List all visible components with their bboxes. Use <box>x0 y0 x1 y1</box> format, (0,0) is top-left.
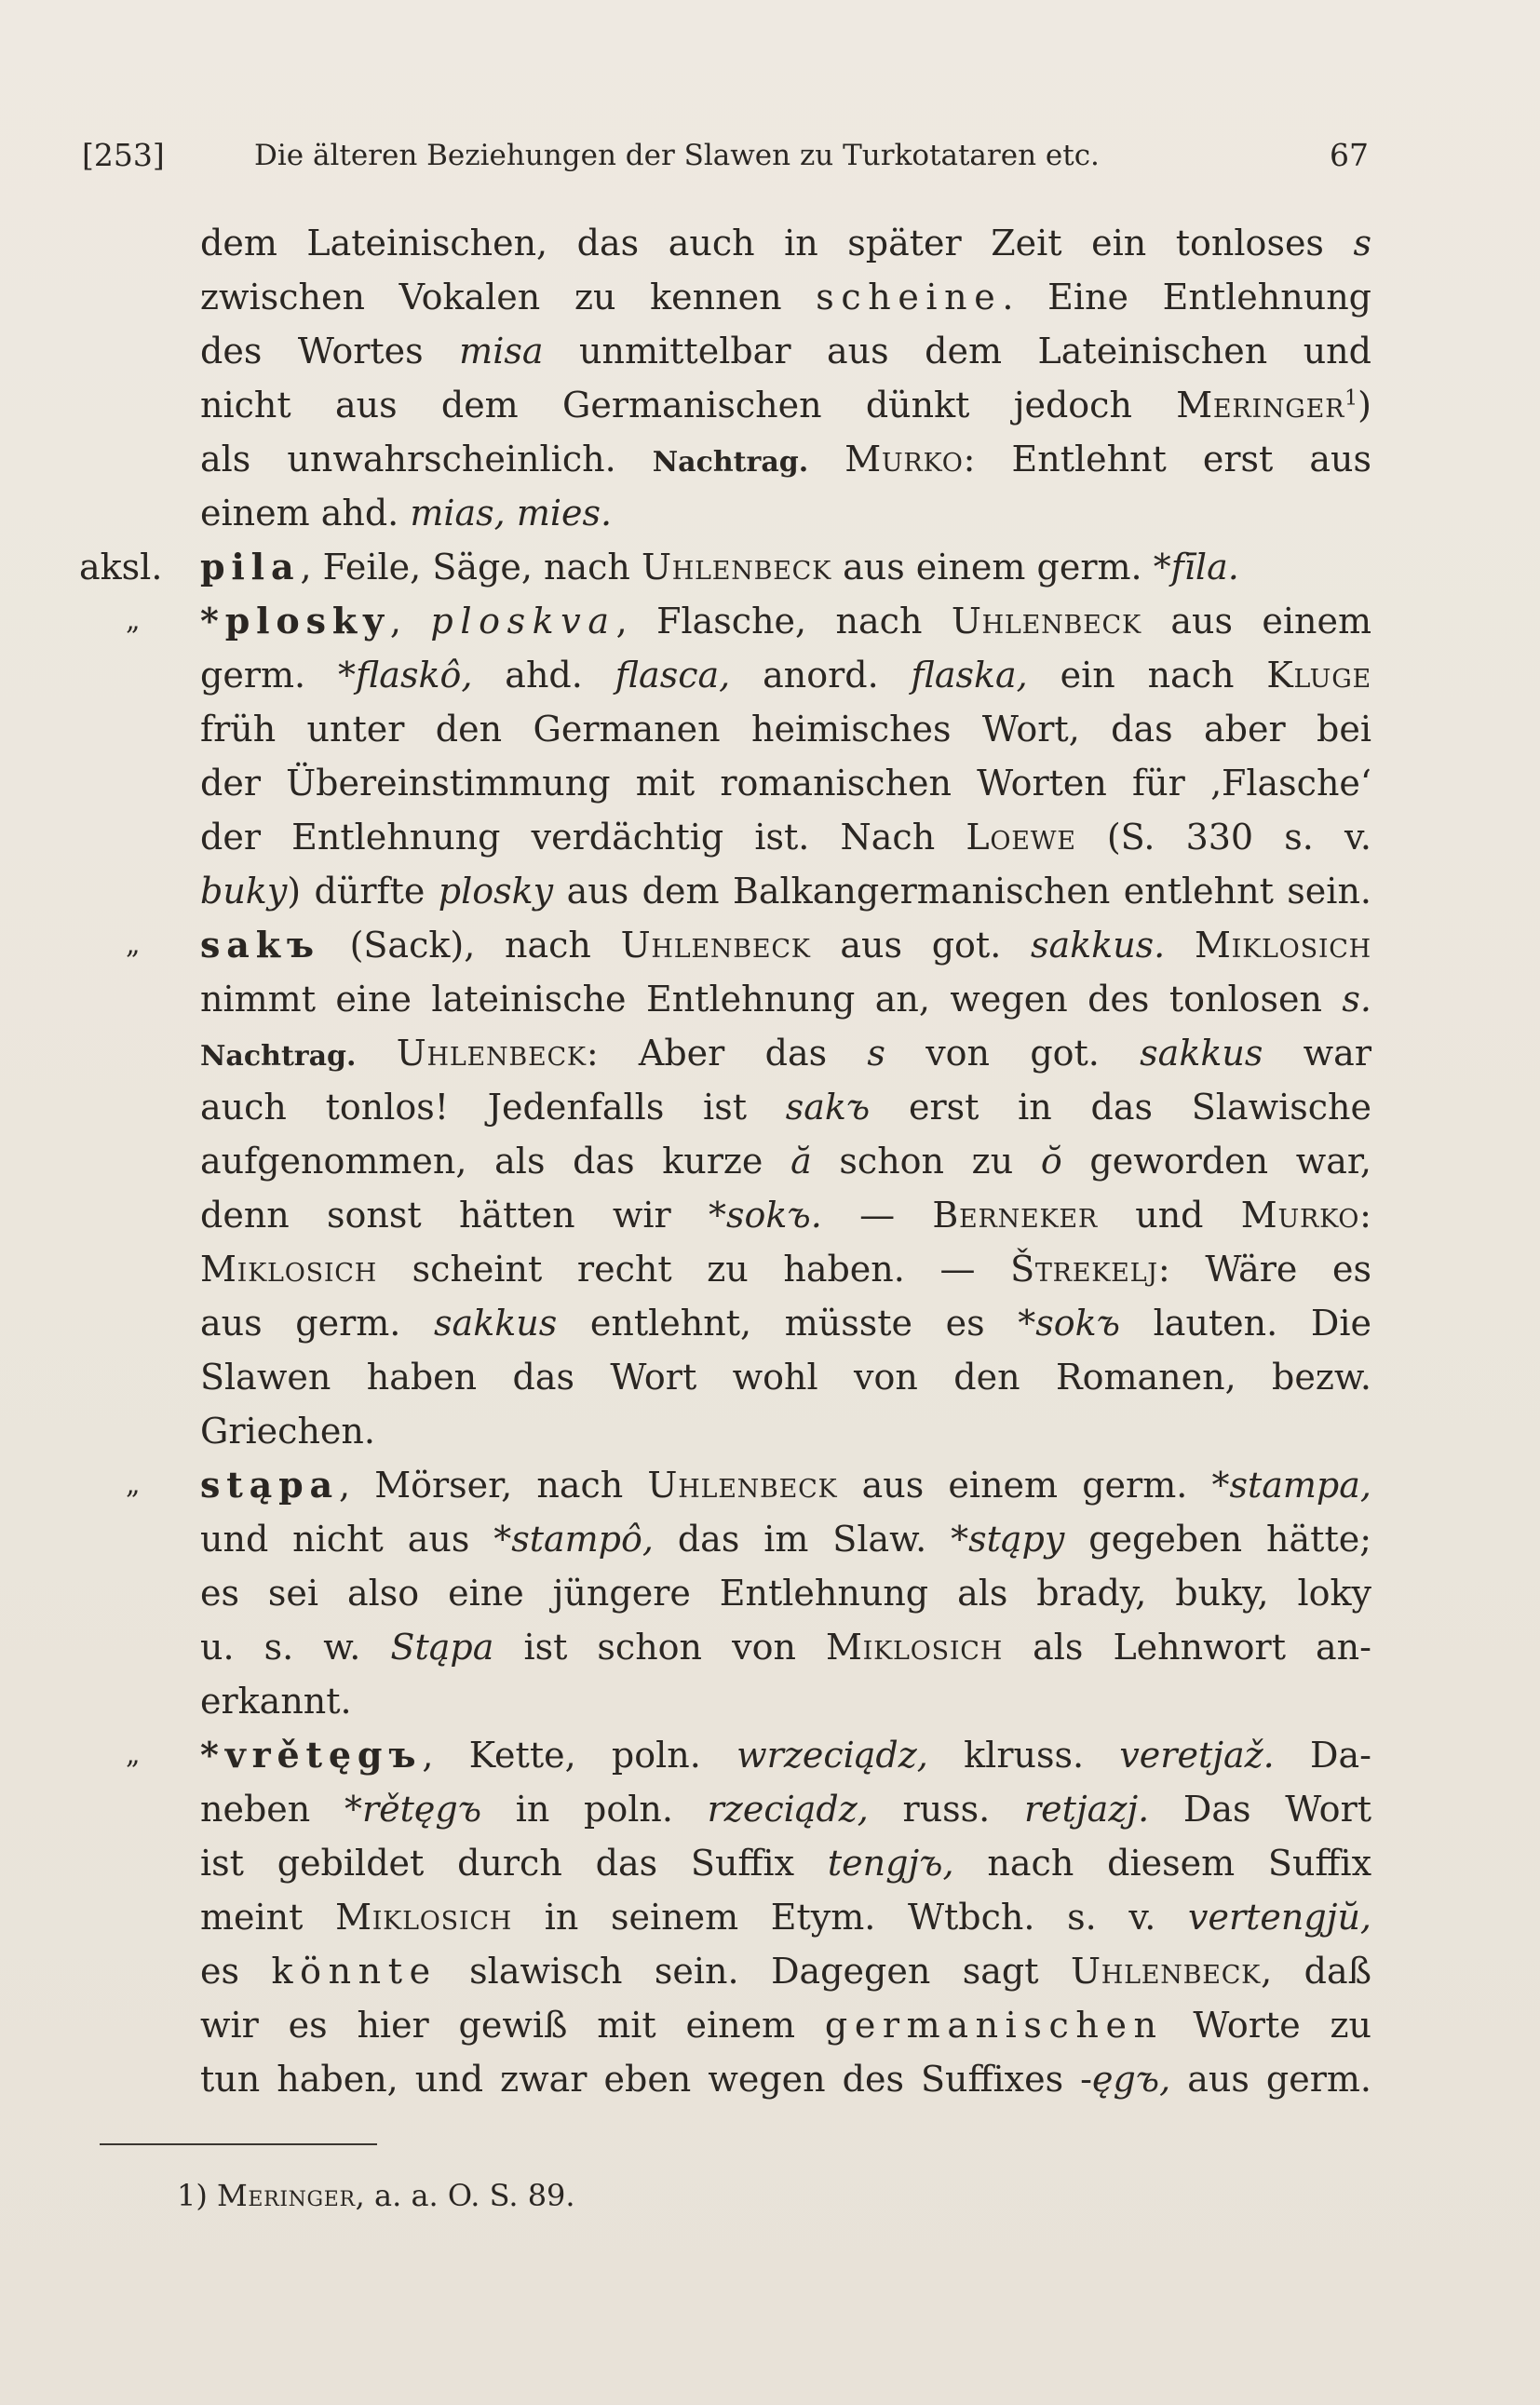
text-line <box>126 1728 1371 1782</box>
text-line <box>200 1080 1371 1134</box>
line-text: ist gebildet durch das Suffix tengjъ, nach diesem Suffix <box>200 1843 1372 1884</box>
text-line <box>200 1134 1371 1188</box>
text-line <box>200 324 1371 378</box>
line-text: tun haben, und zwar eben wegen des Suffixes -ęgъ, aus germ. <box>200 2059 1371 2100</box>
text-line <box>200 1350 1371 1404</box>
text-line <box>200 756 1371 810</box>
text-line <box>200 1782 1371 1836</box>
text-line <box>79 540 1371 594</box>
line-text: es sei also eine jüngere Entlehnung als brady, buky, loky <box>200 1573 1371 1614</box>
text-line <box>126 918 1371 972</box>
page-number: 67 <box>1330 137 1369 173</box>
line-text: Nachtrag. Uhlenbeck: Aber das s von got. sakkus war <box>200 1033 1371 1074</box>
line-text: als unwahrscheinlich. Nachtrag. Murko: Entlehnt erst aus <box>200 439 1372 480</box>
ditto-mark: „ <box>126 928 141 961</box>
page-header <box>82 132 1369 179</box>
text-line <box>200 1944 1371 1998</box>
text-line <box>200 1620 1371 1674</box>
line-text: meint Miklosich in seinem Etym. Wtbch. s. v. vertengjŭ, <box>200 1897 1372 1938</box>
footnote: 1) Meringer, a. a. O. S. 89. <box>177 2178 575 2213</box>
line-text: *plosky, ploskva, Flasche, nach Uhlenbeck aus einem <box>200 600 1371 642</box>
line-text: neben *rětęgъ in poln. rzeciądz, russ. retjazj. Das Wort <box>200 1789 1371 1830</box>
line-text: denn sonst hätten wir *sokъ. — Berneker und Murko: <box>200 1195 1371 1236</box>
line-text: *vrětęgъ, Kette, poln. wrzeciądz, klruss. veretjaž. Da- <box>200 1734 1371 1776</box>
text-line <box>200 270 1371 324</box>
line-text: buky) dürfte plosky aus dem Balkangermanischen entlehnt sein. <box>200 871 1372 912</box>
line-text: erkannt. <box>200 1681 352 1722</box>
text-line <box>200 1998 1371 2052</box>
text-line <box>200 1188 1371 1242</box>
text-line <box>200 1674 1371 1728</box>
line-text: auch tonlos! Jedenfalls ist sakъ erst in das Slawische <box>200 1087 1371 1128</box>
footnote-rule <box>100 2143 377 2145</box>
line-text: nicht aus dem Germanischen dünkt jedoch Meringer$^1$) <box>200 385 1371 426</box>
text-line <box>200 1836 1371 1890</box>
line-text: nimmt eine lateinische Entlehnung an, wegen des tonlosen s. <box>200 979 1371 1020</box>
line-text: einem ahd. mias, mies. <box>200 493 613 534</box>
line-text: es könnte slawisch sein. Dagegen sagt Uhlenbeck, daß <box>200 1951 1371 1992</box>
language-label: aksl. <box>79 547 163 588</box>
text-line <box>126 1458 1371 1512</box>
line-text: aufgenommen, als das kurze ă schon zu ŏ geworden war, <box>200 1141 1371 1182</box>
line-text: pila, Feile, Säge, nach Uhlenbeck aus einem germ. *fīla. <box>200 546 1239 588</box>
page-mark: [253] <box>82 137 165 173</box>
text-line <box>126 594 1371 648</box>
text-line <box>200 648 1371 702</box>
text-line <box>200 1890 1371 1944</box>
line-text: u. s. w. Stąpa ist schon von Miklosich als Lehnwort an- <box>200 1627 1371 1668</box>
text-line <box>200 1512 1371 1566</box>
text-line <box>200 1242 1371 1296</box>
line-text: sakъ (Sack), nach Uhlenbeck aus got. sakkus. Miklosich <box>200 924 1371 966</box>
text-line <box>200 378 1371 432</box>
text-line <box>200 864 1371 918</box>
line-text: germ. *flaskô, ahd. flasca, anord. flaska, ein nach Kluge <box>200 655 1371 696</box>
line-text: dem Lateinischen, das auch in später Zeit ein tonloses s <box>200 223 1371 263</box>
text-line <box>200 1296 1371 1350</box>
text-line <box>200 486 1371 540</box>
text-line <box>200 2052 1371 2106</box>
line-text: Slawen haben das Wort wohl von den Romanen, bezw. <box>200 1357 1371 1398</box>
text-line <box>200 702 1371 756</box>
line-text: früh unter den Germanen heimisches Wort, das aber bei <box>200 709 1371 750</box>
text-line <box>200 216 1371 270</box>
text-line <box>200 1026 1371 1080</box>
text-line <box>200 432 1371 486</box>
line-text: Griechen. <box>200 1411 375 1452</box>
line-text: Miklosich scheint recht zu haben. — Štrekelj: Wäre es <box>200 1249 1371 1290</box>
line-text: stąpa, Mörser, nach Uhlenbeck aus einem germ. *stampa, <box>200 1464 1371 1506</box>
line-text: und nicht aus *stampô, das im Slaw. *stąpy gegeben hätte; <box>200 1519 1372 1560</box>
line-text: der Entlehnung verdächtig ist. Nach Loewe (S. 330 s. v. <box>200 817 1372 858</box>
text-line <box>200 810 1371 864</box>
text-line <box>200 972 1371 1026</box>
ditto-mark: „ <box>126 1738 141 1771</box>
ditto-mark: „ <box>126 604 141 637</box>
line-text: wir es hier gewiß mit einem germanischen Worte zu <box>200 2005 1372 2046</box>
line-text: der Übereinstimmung mit romanischen Worten für ‚Flasche‘ <box>200 763 1371 804</box>
text-line <box>200 1404 1371 1458</box>
running-title: Die älteren Beziehungen der Slawen zu Turkotataren etc. <box>254 139 1100 172</box>
line-text: des Wortes misa unmittelbar aus dem Lateinischen und <box>200 331 1371 372</box>
line-text: aus germ. sakkus entlehnt, müsste es *sokъ lauten. Die <box>200 1303 1371 1344</box>
line-text: zwischen Vokalen zu kennen scheine. Eine Entlehnung <box>200 277 1371 318</box>
text-line <box>200 1566 1371 1620</box>
body-text <box>79 216 1372 2106</box>
ditto-mark: „ <box>126 1468 141 1501</box>
